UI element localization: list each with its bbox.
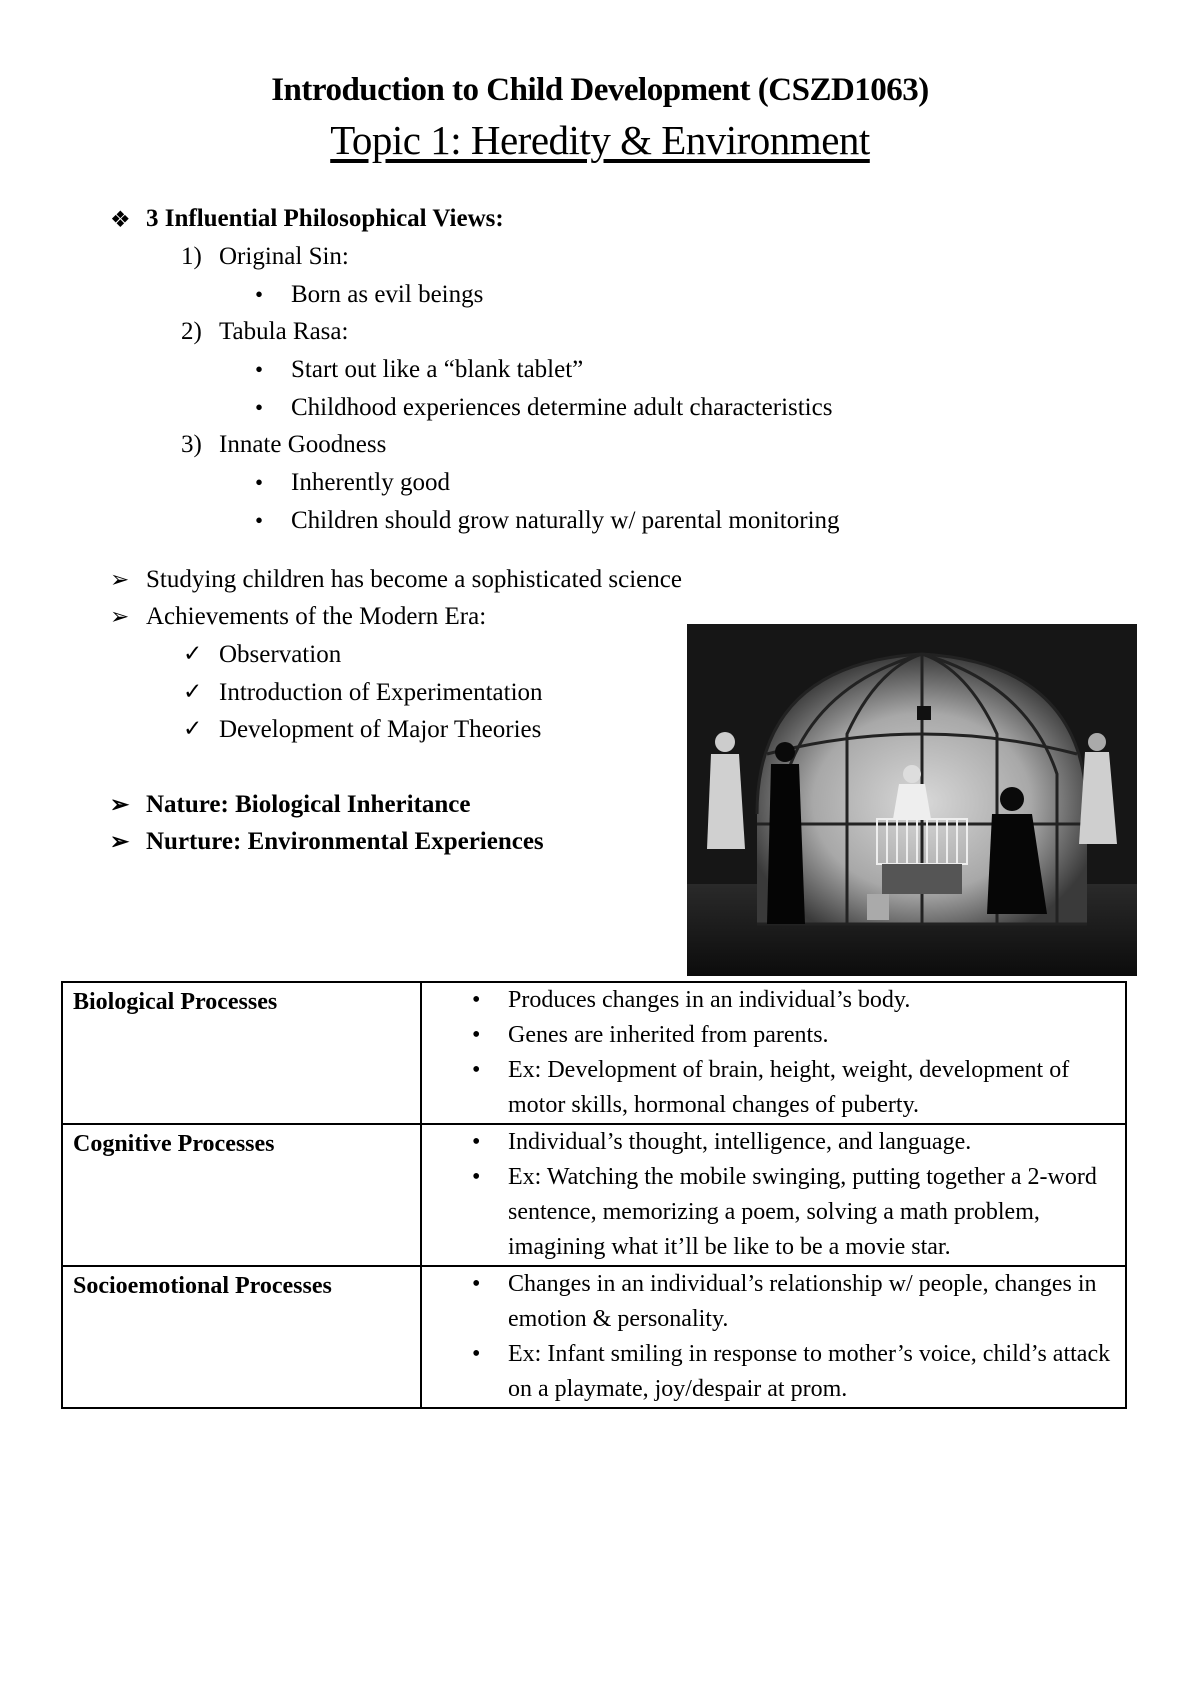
bullet-icon: • xyxy=(472,1164,481,1190)
table-row xyxy=(62,1124,1126,1266)
checkmark-icon: ✓ xyxy=(183,679,203,704)
view-label: Original Sin: xyxy=(219,243,349,270)
bullet-icon: • xyxy=(255,357,264,382)
process-description xyxy=(421,1266,1126,1408)
view-point: Start out like a “blank tablet” xyxy=(291,356,584,383)
list-item xyxy=(422,1337,1115,1407)
process-point: Individual’s thought, intelligence, and language. xyxy=(508,1129,972,1155)
list-item xyxy=(422,1125,1115,1160)
list-item xyxy=(422,1267,1115,1337)
science-point: Achievements of the Modern Era: xyxy=(146,603,487,630)
process-name: Biological Processes xyxy=(62,982,421,1124)
topic-title: Topic 1: Heredity & Environment xyxy=(330,117,870,163)
bullet-icon: • xyxy=(472,1022,481,1048)
bullet-icon: • xyxy=(255,282,264,307)
arrow-bullet-icon: ➢ xyxy=(110,567,130,592)
diamond-bullet-icon: ❖ xyxy=(110,207,131,232)
achievement-item: Observation xyxy=(219,641,342,668)
table-row xyxy=(62,1266,1126,1408)
process-point: Ex: Development of brain, height, weight, development of motor skills, hormonal changes of puberty. xyxy=(508,1057,1070,1118)
process-point: Ex: Watching the mobile swinging, putting together a 2-word sentence, memorizing a poem, solving a math problem, imagining what it’ll be like to be a movie star. xyxy=(508,1164,1097,1260)
checkmark-icon: ✓ xyxy=(183,641,203,666)
bullet-icon: • xyxy=(472,1341,481,1367)
processes-table xyxy=(61,981,1127,1409)
table-row xyxy=(62,982,1126,1124)
view-number: 1) xyxy=(181,243,202,270)
view-number: 3) xyxy=(181,431,202,458)
document-title: Introduction to Child Development (CSZD1063) xyxy=(271,72,929,108)
arrow-bullet-icon: ➢ xyxy=(110,829,130,854)
nature-point: Nature: Biological Inheritance xyxy=(146,791,471,818)
bullet-icon: • xyxy=(472,987,481,1013)
view-point: Born as evil beings xyxy=(291,281,484,308)
list-item xyxy=(422,1053,1115,1123)
list-item xyxy=(422,1018,1115,1053)
process-point: Genes are inherited from parents. xyxy=(508,1022,829,1048)
process-name: Socioemotional Processes xyxy=(62,1266,421,1408)
process-description xyxy=(421,1124,1126,1266)
view-number: 2) xyxy=(181,318,202,345)
process-point: Ex: Infant smiling in response to mother’s voice, child’s attack on a playmate, joy/despair at prom. xyxy=(508,1341,1111,1402)
list-item xyxy=(422,1160,1115,1265)
bullet-icon: • xyxy=(255,470,264,495)
bullet-icon: • xyxy=(472,1057,481,1083)
nurture-point: Nurture: Environmental Experiences xyxy=(146,828,544,855)
achievement-item: Introduction of Experimentation xyxy=(219,679,543,706)
arrow-bullet-icon: ➢ xyxy=(110,604,130,629)
science-point: Studying children has become a sophisticated science xyxy=(146,566,682,593)
view-point: Children should grow naturally w/ parental monitoring xyxy=(291,507,840,534)
bullet-icon: • xyxy=(255,395,264,420)
view-label: Tabula Rasa: xyxy=(219,318,349,345)
view-point: Inherently good xyxy=(291,469,450,496)
list-item xyxy=(422,983,1115,1018)
checkmark-icon: ✓ xyxy=(183,716,203,741)
process-point: Produces changes in an individual’s body. xyxy=(508,987,911,1013)
achievement-item: Development of Major Theories xyxy=(219,716,542,743)
views-heading: 3 Influential Philosophical Views: xyxy=(146,205,504,232)
process-point: Changes in an individual’s relationship w/ people, changes in emotion & personality. xyxy=(508,1271,1097,1332)
gesell-dome-photo xyxy=(687,624,1137,976)
bullet-icon: • xyxy=(472,1129,481,1155)
view-point: Childhood experiences determine adult characteristics xyxy=(291,394,833,421)
arrow-bullet-icon: ➢ xyxy=(110,792,130,817)
process-name: Cognitive Processes xyxy=(62,1124,421,1266)
process-description xyxy=(421,982,1126,1124)
view-label: Innate Goodness xyxy=(219,431,387,458)
bullet-icon: • xyxy=(472,1271,481,1297)
bullet-icon: • xyxy=(255,508,264,533)
